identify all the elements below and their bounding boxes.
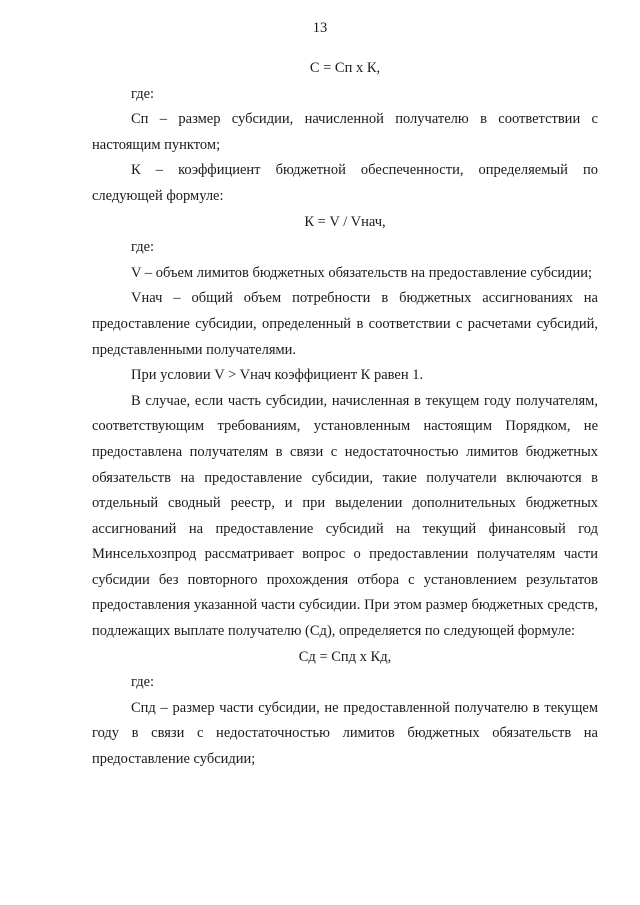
where-label: где: xyxy=(131,85,155,102)
formula-c: С = Сп х К, xyxy=(309,60,381,76)
formula-cd: Сд = Спд х Кд, xyxy=(298,648,392,665)
where-label: где: xyxy=(131,674,155,691)
where-label: где: xyxy=(131,239,155,256)
paragraph-condition: При условии V > Vнач коэффициент К равен 1. xyxy=(131,367,424,384)
document-body xyxy=(92,56,598,773)
page-number: 13 xyxy=(312,20,328,36)
paragraph-v-definition: V – объем лимитов бюджетных обязательств на предоставление субсидии; xyxy=(131,264,593,281)
paragraph-sp-definition: Сп – размер субсидии, начисленной получателю в соответствии с настоящим пунктом; xyxy=(92,111,598,153)
paragraph-k-definition: К – коэффициент бюджетной обеспеченности, определяемый по следующей формуле: xyxy=(92,162,598,204)
paragraph-spd-definition: Спд – размер части субсидии, не предоставленной получателю в текущем году в связи с недостаточностью лимитов бюджетных обязательств на предоставление субсидии; xyxy=(92,699,598,768)
formula-k: К = V / Vнач, xyxy=(304,213,386,230)
paragraph-unpaid-part: В случае, если часть субсидии, начисленная в текущем году получателям, соответствующим требованиям, установленным настоящим Порядком, не предоставлена получателям в связи с недостаточностью лимитов бюджетных обязательств на предоставление субсидии, такие получатели включаются в отдельный сводный реестр, и при выделении дополнительных бюджетных ассигнований на предоставление субсидий на текущий финансовый год Минсельхозпрод рассматривает вопрос о предоставлении получателям части субсидии без повторного прохождения отбора с установлением результатов предоставления указанной части субсидии. При этом размер бюджетных средств, подлежащих выплате получателю (Сд), определяется по следующей формуле: xyxy=(92,392,598,640)
paragraph-vnach-definition: Vнач – общий объем потребности в бюджетных ассигнованиях на предоставление субсидии, определенный в соответствии с расчетами субсидий, представленными получателями. xyxy=(92,290,598,358)
